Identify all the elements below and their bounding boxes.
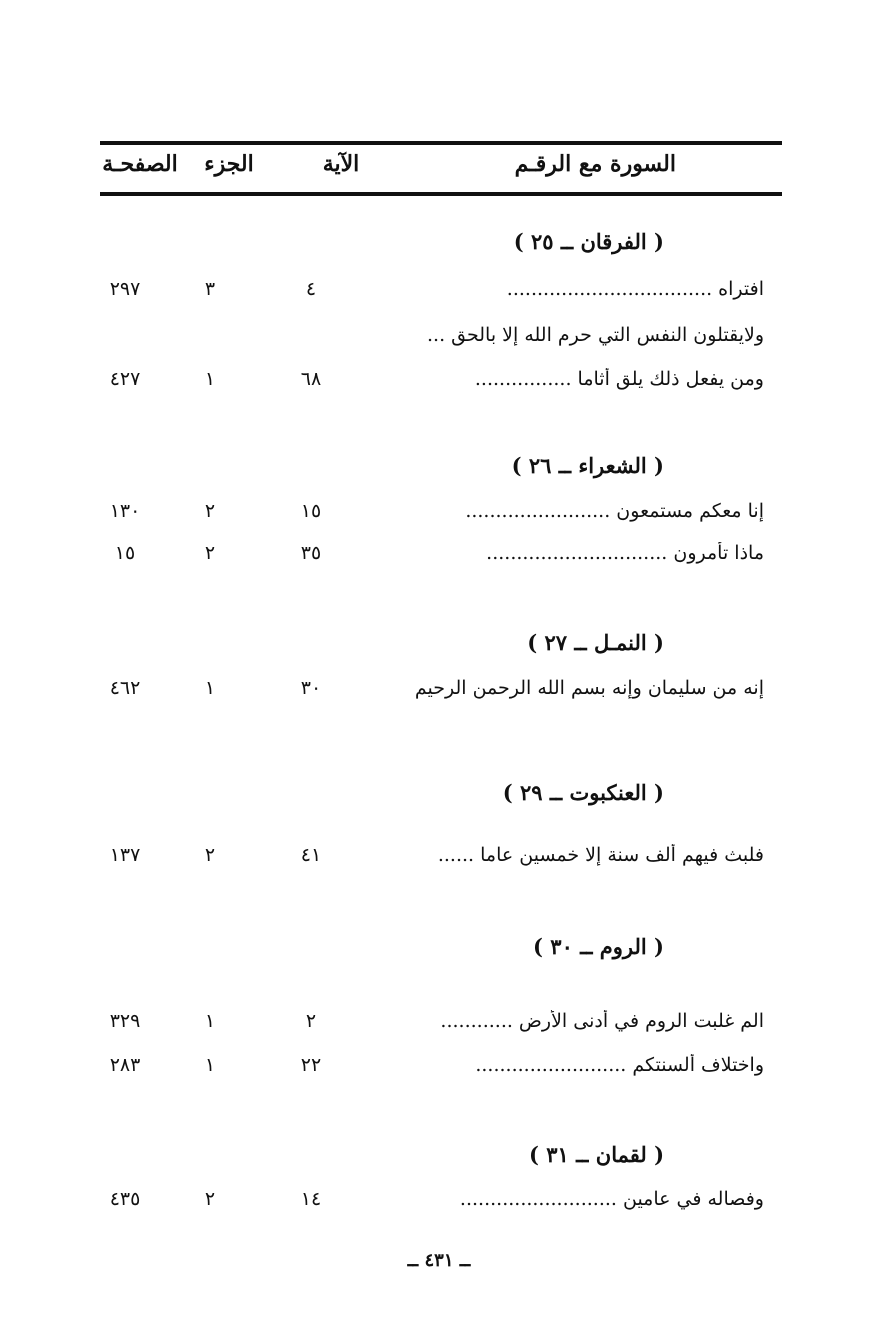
ayah-number: ١٤ — [300, 1188, 322, 1210]
header-bottom-rule — [100, 192, 782, 196]
verse-text: وفصاله في عامين .......................... — [459, 1188, 764, 1210]
juz-number: ٢ — [204, 844, 216, 866]
verse-text: إنه من سليمان وإنه بسم الله الرحمن الرحيم — [414, 677, 764, 699]
table-row — [100, 844, 782, 880]
table-row — [100, 1188, 782, 1224]
verse-text: واختلاف ألسنتكم ......................... — [475, 1054, 764, 1076]
table-row — [100, 542, 782, 578]
ayah-number: ٤ — [305, 278, 317, 300]
juz-number: ٢ — [204, 542, 216, 564]
verse-text: إنا معكم مستمعون ........................ — [465, 500, 764, 522]
page-number: ٣٢٩ — [109, 1010, 141, 1032]
table-row — [100, 677, 782, 713]
juz-number: ٢ — [204, 1188, 216, 1210]
table-row — [100, 368, 782, 404]
verse-text: افتراه .................................. — [506, 278, 764, 300]
surah-title: ( لقمان ــ ٣١ ) — [529, 1142, 664, 1167]
verse-text: ولايقتلون النفس التي حرم الله إلا بالحق ... — [427, 324, 764, 346]
page-number: ٤٦٢ — [109, 677, 141, 699]
surah-title: ( النمـل ــ ٢٧ ) — [527, 630, 664, 655]
ayah-number: ٢ — [305, 1010, 317, 1032]
juz-number: ٢ — [204, 500, 216, 522]
verse-text: ومن يفعل ذلك يلق أثاما ................ — [474, 368, 764, 390]
ayah-number: ٦٨ — [300, 368, 322, 390]
ayah-number: ١٥ — [300, 500, 322, 522]
page-number: ٢٨٣ — [109, 1054, 141, 1076]
ayah-number: ٣٥ — [300, 542, 322, 564]
juz-number: ٣ — [204, 278, 216, 300]
ayah-number: ٤١ — [300, 844, 322, 866]
juz-number: ١ — [204, 368, 216, 390]
page-number: ٢٩٧ — [109, 278, 141, 300]
verse-text: ماذا تأمرون .............................. — [486, 542, 764, 564]
page-footer-number: ــ ٤٣١ ــ — [407, 1250, 471, 1271]
page-number: ٤٣٥ — [109, 1188, 141, 1210]
table-header — [100, 145, 782, 192]
surah-title: ( الفرقان ــ ٢٥ ) — [513, 229, 664, 254]
verse-text: فلبث فيهم ألف سنة إلا خمسين عاما ...... — [437, 844, 764, 866]
surah-title: ( الشعراء ــ ٢٦ ) — [511, 453, 664, 478]
header-surah: السورة مع الرقـم — [514, 151, 676, 177]
surah-title: ( الروم ــ ٣٠ ) — [533, 934, 664, 959]
juz-number: ١ — [204, 1054, 216, 1076]
table-row — [100, 500, 782, 536]
page-number: ١٣٠ — [109, 500, 141, 522]
table-row — [100, 278, 782, 314]
page-number: ١٥ — [114, 542, 136, 564]
ayah-number: ٢٢ — [300, 1054, 322, 1076]
juz-number: ١ — [204, 1010, 216, 1032]
page-number: ١٣٧ — [109, 844, 141, 866]
verse-text: الم غلبت الروم في أدنى الأرض ............ — [440, 1010, 764, 1032]
surah-title: ( العنكبوت ــ ٢٩ ) — [502, 780, 664, 805]
header-juz: الجزء — [204, 151, 254, 177]
header-page: الصفحـة — [102, 151, 178, 177]
header-ayah: الآية — [322, 151, 360, 177]
table-row — [100, 324, 782, 360]
page-number: ٤٢٧ — [109, 368, 141, 390]
juz-number: ١ — [204, 677, 216, 699]
ayah-number: ٣٠ — [300, 677, 322, 699]
table-row — [100, 1010, 782, 1046]
table-row — [100, 1054, 782, 1090]
